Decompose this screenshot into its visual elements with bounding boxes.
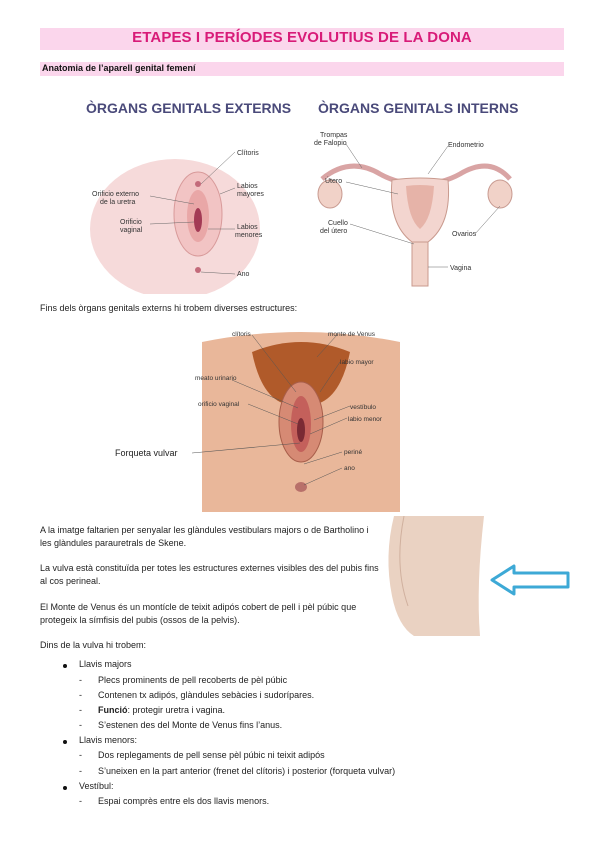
label2-vestibulo: vestíbulo [350, 404, 377, 411]
label-ovarios: Ovarios [452, 231, 477, 238]
sub-list-item: Plecs prominents de pell recoberts de pèl púbic [98, 675, 288, 685]
bullet-icon [63, 786, 67, 790]
sub-list-item-funcio [98, 705, 225, 715]
funcio-label: Funció [98, 705, 128, 715]
label2-orificio-vaginal: orificio vaginal [198, 401, 240, 408]
label2-monte-venus: monte de Venus [328, 331, 375, 338]
label-orificio: Orificio [120, 219, 142, 226]
figure1-heading-left: ÒRGANS GENITALS EXTERNS [86, 100, 292, 116]
dash-icon: - [79, 796, 82, 806]
genital-organs-figure [80, 84, 520, 294]
figure1-heading-right: ÒRGANS GENITALS INTERNS [318, 100, 519, 116]
dash-icon: - [79, 766, 82, 776]
sub-list-item: Espai comprès entre els dos llavis menors. [98, 796, 270, 806]
label-falopio: de Falopio [314, 140, 347, 147]
label-endometrio: Endometrio [448, 142, 484, 149]
hip-shape [388, 516, 484, 636]
forqueta-pointer [192, 440, 302, 460]
paragraph-glandules: A la imatge faltarien per senyalar les glàndules vestibulars majors o de Bartholino i les glàndules parauretrals de Skene. [40, 525, 369, 548]
dash-icon: - [79, 690, 82, 700]
list-item: Llavis majors [79, 659, 132, 669]
label-cuello: Cuello [328, 220, 348, 227]
label2-labio-mayor: labio mayor [340, 359, 374, 366]
hip-figure [384, 516, 574, 636]
bullet-icon [63, 664, 67, 668]
label-trompas: Trompas [320, 132, 348, 139]
label-ano: Ano [237, 271, 250, 278]
sub-list-item: S’estenen des del Monte de Venus fins l’anus. [98, 720, 283, 730]
sub-list-item: Dos replegaments de pell sense pèl púbic ni teixit adipós [98, 750, 325, 760]
label-utero: Útero [325, 178, 343, 185]
label-labios-2: Labios [237, 224, 258, 231]
label-labios-1: Labios [237, 183, 258, 190]
arrow-icon [492, 566, 568, 594]
paragraph-monte-venus: El Monte de Venus és un montícle de teixit adipós cobert de pell i pèl púbic que protegeix la símfisis del pubis (ossos de la pelvis). [40, 602, 357, 625]
label-vaginal: vaginal [120, 227, 143, 234]
label-uretra: de la uretra [100, 199, 136, 206]
sub-list-item: S’uneixen en la part anterior (frenet del clítoris) i posterior (forqueta vulvar) [98, 766, 396, 776]
list-item: Llavis menors: [79, 735, 138, 745]
label-vagina: Vagina [450, 265, 472, 272]
label-del-utero: del útero [320, 228, 348, 235]
label2-meato: meato urinario [195, 375, 237, 382]
list-item: Vestíbul: [79, 781, 114, 791]
vulva-figure [192, 322, 410, 512]
paragraph-vulva: La vulva està constituïda per totes les estructures externes visibles des del pubis fins al cos perineal. [40, 563, 379, 586]
label-clitoris: Clítoris [237, 150, 259, 157]
intro-paragraph: Fins dels òrgans genitals externs hi trobem diverses estructures: [40, 303, 298, 313]
page-title: ETAPES I PERÍODES EVOLUTIUS DE LA DONA [132, 29, 472, 46]
label2-perine: periné [344, 449, 363, 456]
dash-icon: - [79, 750, 82, 760]
paragraph-dins: Dins de la vulva hi trobem: [40, 640, 147, 650]
sub-list-item: Contenen tx adipós, glàndules sebàcies i sudorípares. [98, 690, 315, 700]
label-orificio-externo: Orificio externo [92, 191, 140, 198]
dash-icon: - [79, 705, 82, 715]
label2-ano: ano [344, 465, 355, 472]
label-mayores: mayores [237, 191, 264, 198]
forqueta-label: Forqueta vulvar [115, 448, 178, 458]
bullet-icon [63, 740, 67, 744]
funcio-text: : protegir uretra i vagina. [127, 705, 226, 715]
section-subtitle: Anatomia de l’aparell genital femení [42, 63, 196, 73]
dash-icon: - [79, 675, 82, 685]
label-menores: menores [235, 232, 263, 239]
dash-icon: - [79, 720, 82, 730]
label2-clitoris: clítoris [232, 331, 251, 338]
label2-labio-menor: labio menor [348, 416, 382, 423]
